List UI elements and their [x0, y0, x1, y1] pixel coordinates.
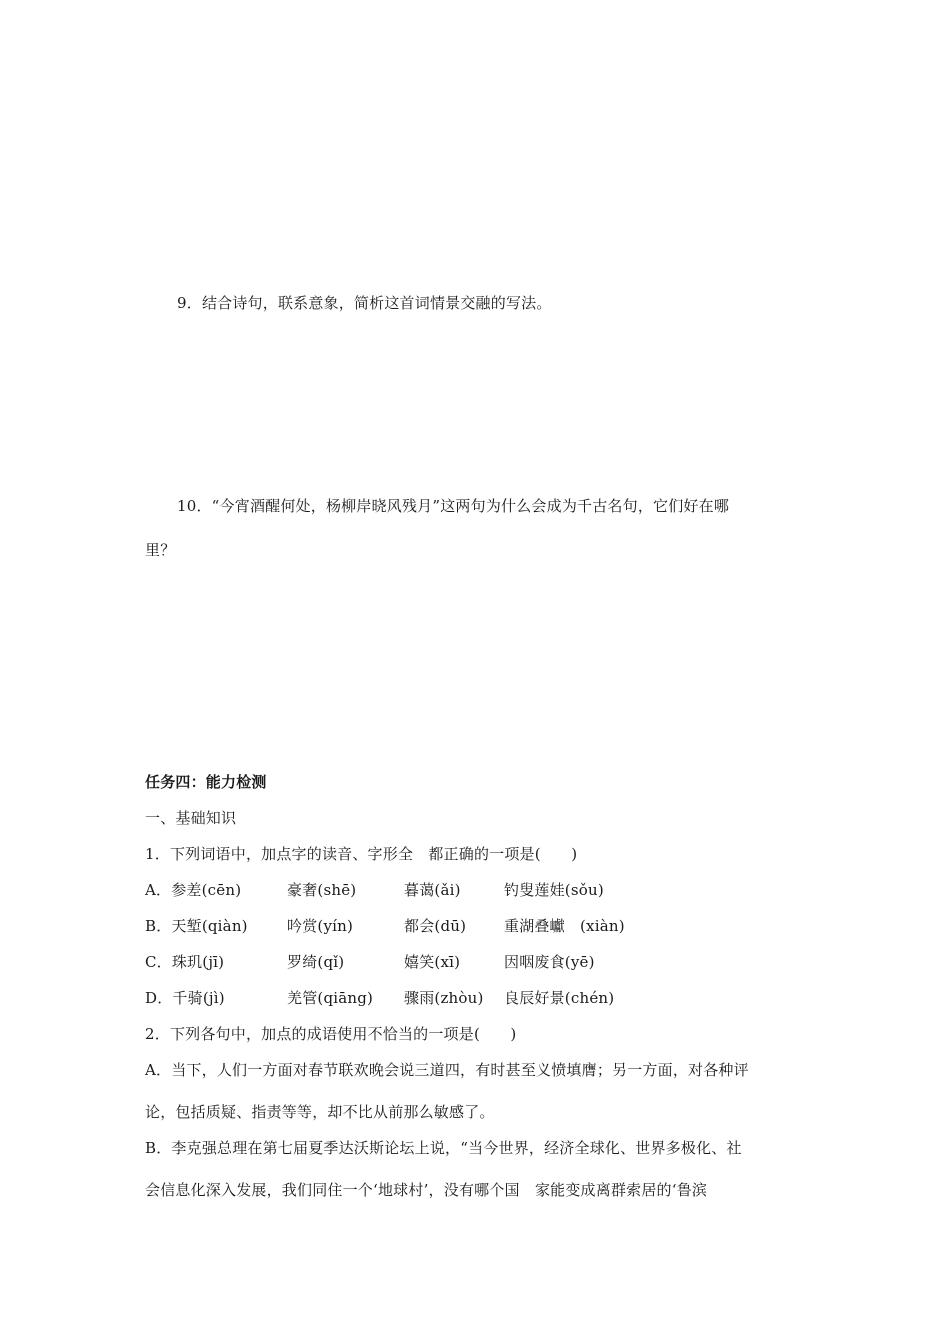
- option-d-word-2: 羌管(qiāng): [287, 989, 374, 1007]
- question-9: 9．结合诗句，联系意象，简析这首词情景交融的写法。: [177, 294, 552, 312]
- option-row-d: [145, 988, 845, 1008]
- section-basic-knowledge: 一、基础知识: [145, 809, 237, 827]
- task4-heading: 任务四：能力检测: [145, 773, 267, 791]
- option-b-word-4: 重湖叠巘 (xiàn): [504, 917, 625, 935]
- option-c-word-3: 嬉笑(xī): [404, 953, 461, 971]
- question-2-stem: 2．下列各句中，加点的成语使用不恰当的一项是( ): [145, 1025, 517, 1043]
- option-b-word-1: B．天堑(qiàn): [145, 917, 248, 935]
- option-b-word-2: 吟赏(yín): [287, 917, 354, 935]
- option-c-word-2: 罗绮(qǐ): [287, 953, 345, 971]
- question-2-option-b-line-1: B．李克强总理在第七届夏季达沃斯论坛上说，“当今世界，经济全球化、世界多极化、社: [145, 1139, 742, 1157]
- option-b-word-3: 都会(dū): [404, 917, 467, 935]
- question-2-option-a-line-1: A．当下，人们一方面对春节联欢晚会说三道四，有时甚至义愤填膺；另一方面，对各种评: [145, 1061, 749, 1079]
- question-2-option-b-line-2: 会信息化深入发展，我们同住一个‘地球村’，没有哪个国 家能变成离群索居的‘鲁滨: [145, 1181, 708, 1199]
- option-c-word-1: C．珠玑(jī): [145, 953, 225, 971]
- option-a-word-2: 豪奢(shē): [287, 881, 357, 899]
- option-d-word-3: 骤雨(zhòu): [404, 989, 484, 1007]
- option-a-word-4: 钓叟莲娃(sǒu): [504, 881, 604, 899]
- option-a-word-3: 暮蔼(ǎi): [404, 881, 461, 899]
- question-10-line-2: 里？: [145, 541, 176, 559]
- option-row-b: [145, 916, 845, 936]
- option-c-word-4: 因咽废食(yē): [504, 953, 595, 971]
- option-row-c: [145, 952, 845, 972]
- option-d-word-4: 良辰好景(chén): [504, 989, 615, 1007]
- question-10-line-1: 10．“今宵酒醒何处，杨柳岸晓风残月”这两句为什么会成为千古名句，它们好在哪: [177, 497, 730, 515]
- question-1-stem: 1．下列词语中，加点字的读音、字形全 都正确的一项是( ): [145, 845, 578, 863]
- option-d-word-1: D．千骑(jì): [145, 989, 225, 1007]
- option-row-a: [145, 880, 845, 900]
- option-a-word-1: A．参差(cēn): [145, 881, 242, 899]
- question-2-option-a-line-2: 论，包括质疑、指责等等，却不比从前那么敏感了。: [145, 1103, 495, 1121]
